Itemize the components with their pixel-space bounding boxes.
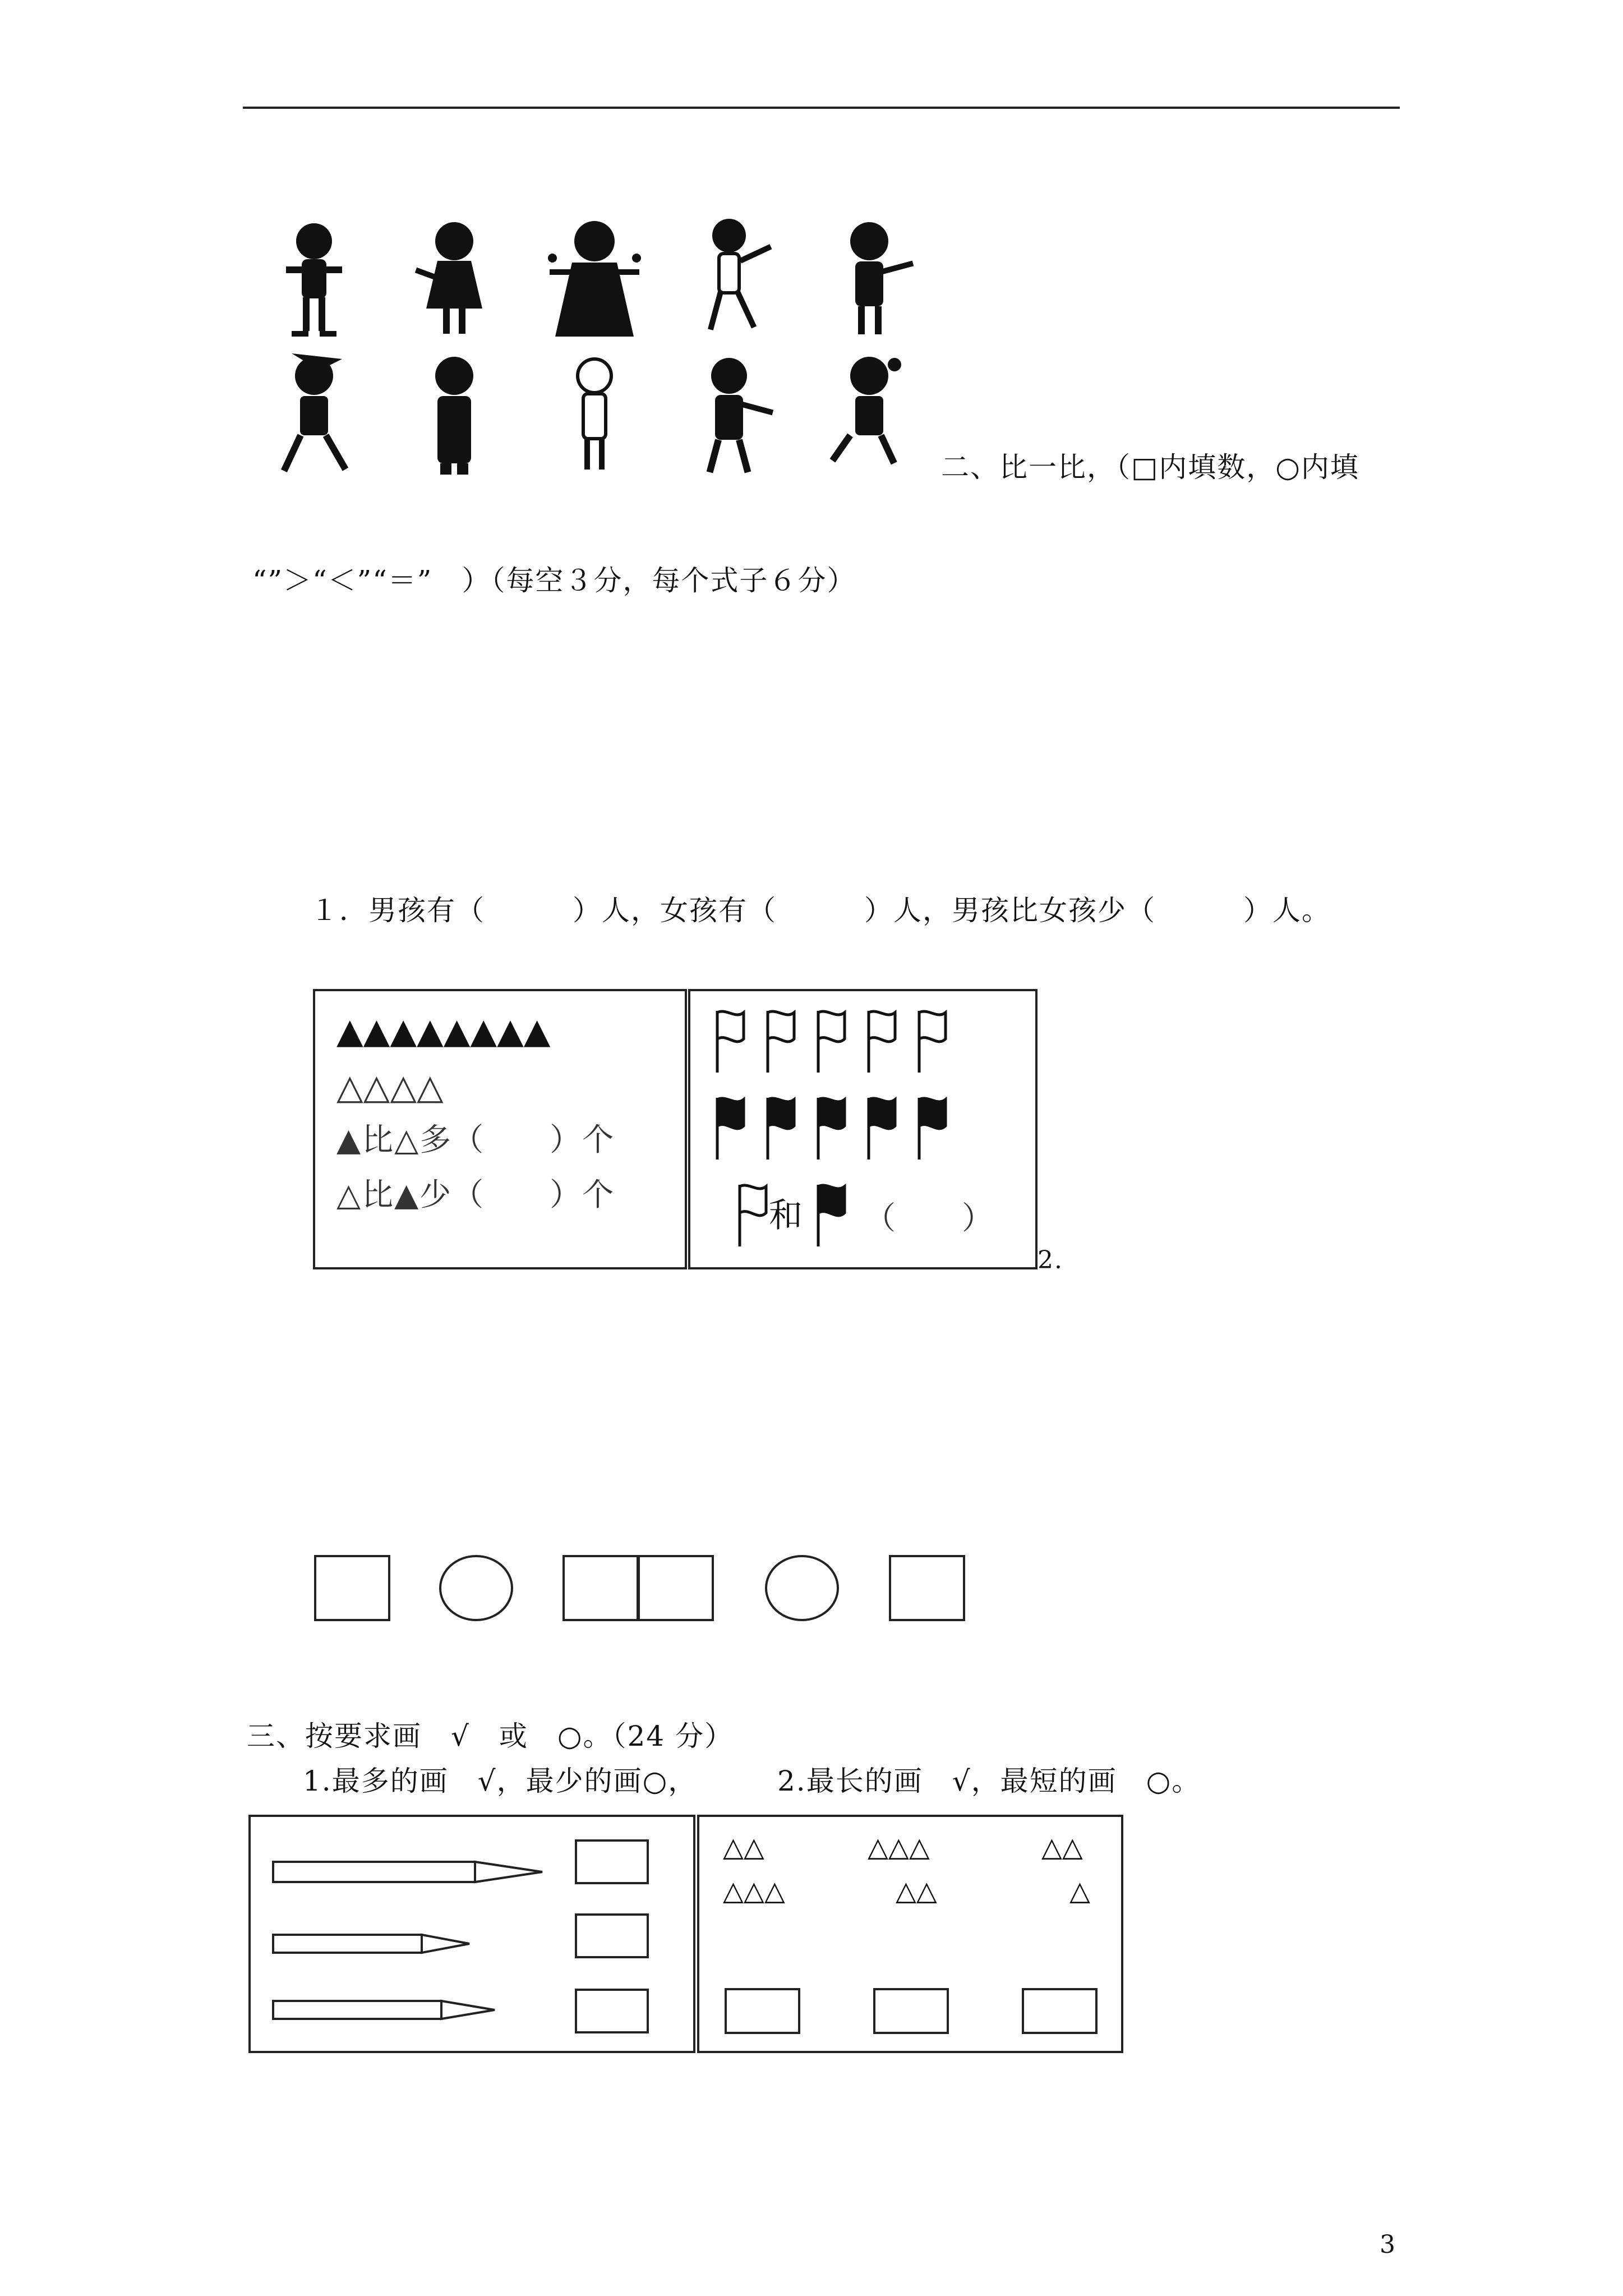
pencils-box xyxy=(248,1815,695,2053)
black-flag-icon xyxy=(814,1182,853,1249)
answer-square-2[interactable] xyxy=(562,1555,639,1621)
child-figure-8 xyxy=(578,359,611,470)
compare-circle-2[interactable] xyxy=(765,1555,839,1621)
white-flag-icon xyxy=(869,1011,895,1073)
black-flag-icon xyxy=(818,1098,845,1159)
child-figure-7 xyxy=(435,357,473,475)
white-flags-row xyxy=(713,1008,1004,1075)
pencil-answer-box-2[interactable] xyxy=(575,1913,649,1958)
black-flag-icon xyxy=(869,1098,895,1159)
child-figure-4 xyxy=(708,219,772,330)
section3-question-2: 2.最长的画 √，最短的画 ○。 xyxy=(777,1765,1201,1797)
child-figure-10 xyxy=(830,357,901,464)
children-illustration xyxy=(258,213,953,482)
answer-square-1[interactable] xyxy=(314,1555,390,1621)
child-figure-9 xyxy=(707,358,774,473)
section2-heading: 二、比一比，（□内填数，○内填 xyxy=(941,451,1359,484)
less-than-line: △比▲少（ ）个 xyxy=(336,1177,615,1213)
and-label: 和 xyxy=(769,1196,804,1235)
black-triangles-row: ▲▲▲▲▲▲▲▲ xyxy=(336,1010,551,1051)
header-rule xyxy=(243,107,1400,109)
section3-question-1: 1.最多的画 √，最少的画○， xyxy=(303,1765,698,1797)
white-flag-icon xyxy=(768,1011,794,1073)
section3-heading: 三、按要求画 √ 或 ○。（24 分） xyxy=(247,1720,734,1752)
pencil-long-icon xyxy=(273,1862,542,1882)
pencils-drawing xyxy=(268,1851,559,2030)
black-flag-icon xyxy=(768,1098,794,1159)
child-figure-2 xyxy=(415,222,482,334)
answer-square-3[interactable] xyxy=(638,1555,714,1621)
pencil-short-icon xyxy=(273,1935,469,1953)
triangle-group-b1: △△△ xyxy=(868,1832,930,1863)
child-figure-1 xyxy=(286,223,342,337)
pencil-medium-icon xyxy=(273,2001,495,2019)
white-flag-icon xyxy=(717,1011,744,1073)
black-flags-row xyxy=(713,1095,1004,1162)
triangle-answer-box-3[interactable] xyxy=(1022,1988,1098,2034)
question-2-label: 2. xyxy=(1038,1246,1063,1274)
white-flag-icon xyxy=(919,1011,946,1073)
answer-square-4[interactable] xyxy=(889,1555,965,1621)
triangle-groups-box xyxy=(697,1815,1123,2053)
triangles-compare-box xyxy=(313,989,687,1269)
child-figure-3 xyxy=(548,221,641,337)
flags-compare-box xyxy=(688,989,1038,1269)
triangle-group-a2: △△△ xyxy=(723,1875,785,1907)
more-than-line: ▲比△多（ ）个 xyxy=(336,1122,615,1158)
page-number: 3 xyxy=(1380,2230,1396,2259)
triangle-group-b2: △△ xyxy=(896,1875,937,1907)
flags-answer-blank: （ ） xyxy=(864,1200,994,1237)
pencil-answer-box-3[interactable] xyxy=(575,1989,649,2033)
triangle-answer-box-2[interactable] xyxy=(873,1988,949,2034)
triangle-answer-box-1[interactable] xyxy=(725,1988,800,2034)
triangle-group-a1: △△ xyxy=(723,1832,764,1863)
child-figure-5 xyxy=(850,222,914,334)
child-figure-6 xyxy=(281,353,348,472)
black-flag-icon xyxy=(717,1098,744,1159)
white-flag-icon xyxy=(818,1011,845,1073)
compare-circle-1[interactable] xyxy=(439,1555,513,1621)
section2-heading-continued: “”＞“＜”“＝” ）（每空３分，每个式子６分） xyxy=(252,564,856,597)
question-1-boys-girls: １．男孩有（ ）人，女孩有（ ）人，男孩比女孩少（ ）人。 xyxy=(310,894,1331,927)
black-flag-icon xyxy=(919,1098,946,1159)
pencil-answer-box-1[interactable] xyxy=(575,1839,649,1884)
triangle-group-c2: △ xyxy=(1069,1875,1090,1907)
white-triangles-row: △△△△ xyxy=(336,1066,444,1107)
triangle-group-c1: △△ xyxy=(1041,1832,1083,1863)
